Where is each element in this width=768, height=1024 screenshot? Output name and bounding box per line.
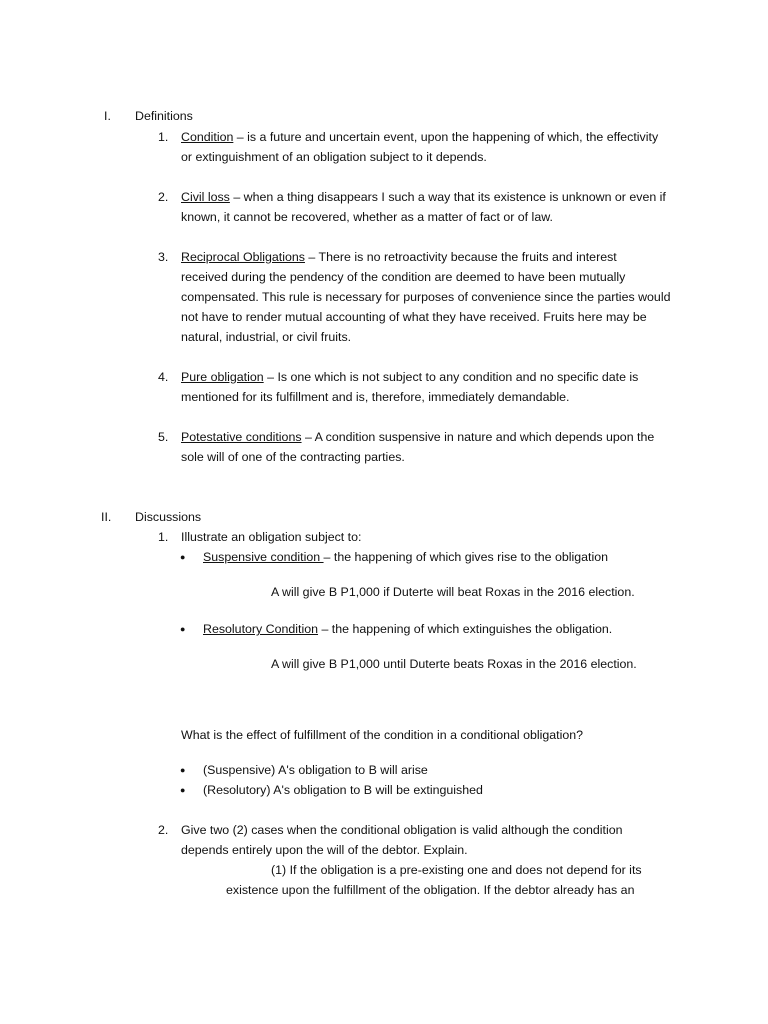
bullet-icon: ●	[180, 785, 186, 795]
section-2-heading: Discussions	[135, 510, 202, 524]
definition-1-term: Condition	[181, 130, 234, 144]
resolutory-example: A will give B P1,000 until Duterte beats Roxas in the 2016 election.	[271, 657, 637, 671]
bullet-icon: ●	[180, 765, 186, 775]
definition-4-line-1: Pure obligation – Is one which is not subject to any condition and no specific date is	[181, 370, 639, 384]
question-2-line-2: depends entirely upon the will of the debtor. Explain.	[181, 843, 468, 857]
definition-3-line-5: natural, industrial, or civil fruits.	[181, 330, 352, 344]
definition-2-line-2: known, it cannot be recovered, whether as a matter of fact or of law.	[181, 210, 553, 224]
definition-4-number: 4.	[158, 370, 169, 384]
section-1-numeral: I.	[104, 109, 111, 123]
definition-3-line-3: compensated. This rule is necessary for purposes of convenience since the parties would	[181, 290, 671, 304]
definition-5-term: Potestative conditions	[181, 430, 302, 444]
question-2-line-1: Give two (2) cases when the conditional obligation is valid although the condition	[181, 823, 623, 837]
definition-2-number: 2.	[158, 190, 169, 204]
definition-5-line-1: Potestative conditions – A condition suspensive in nature and which depends upon the	[181, 430, 655, 444]
suspensive-condition-line: Suspensive condition – the happening of which gives rise to the obligation	[203, 550, 609, 564]
definition-5-line-2: sole will of one of the contracting parties.	[181, 450, 405, 464]
definition-3-number: 3.	[158, 250, 169, 264]
effect-answer-suspensive: (Suspensive) A's obligation to B will arise	[203, 763, 428, 777]
suspensive-example: A will give B P1,000 if Duterte will beat Roxas in the 2016 election.	[271, 585, 635, 599]
section-2-numeral: II.	[101, 510, 112, 524]
resolutory-condition-line: Resolutory Condition – the happening of which extinguishes the obligation.	[203, 622, 613, 636]
question-2-answer-line-1: (1) If the obligation is a pre-existing one and does not depend for its	[271, 863, 642, 877]
definition-4-line-2: mentioned for its fulfillment and is, therefore, immediately demandable.	[181, 390, 570, 404]
definition-1-number: 1.	[158, 130, 169, 144]
definition-1-line-2: or extinguishment of an obligation subject to it depends.	[181, 150, 487, 164]
effect-answer-resolutory: (Resolutory) A's obligation to B will be extinguished	[203, 783, 483, 797]
effect-question: What is the effect of fulfillment of the condition in a conditional obligation?	[181, 728, 584, 742]
bullet-icon: ●	[180, 624, 186, 634]
definition-3-line-2: received during the pendency of the condition are deemed to have been mutually	[181, 270, 626, 284]
question-2-number: 2.	[158, 823, 169, 837]
resolutory-condition-term: Resolutory Condition	[203, 622, 319, 636]
definition-2-term: Civil loss	[181, 190, 230, 204]
definition-2-line-1: Civil loss – when a thing disappears I such a way that its existence is unknown or even if	[181, 190, 666, 204]
bullet-icon: ●	[180, 552, 186, 562]
definition-3-line-1: Reciprocal Obligations – There is no retroactivity because the fruits and interest	[181, 250, 617, 264]
suspensive-condition-term: Suspensive condition	[203, 550, 324, 564]
definition-1-line-1: Condition – is a future and uncertain event, upon the happening of which, the effectivity	[181, 130, 659, 144]
definition-3-term: Reciprocal Obligations	[181, 250, 305, 264]
section-1-heading: Definitions	[135, 109, 193, 123]
question-2-answer-line-2: existence upon the fulfillment of the obligation. If the debtor already has an	[226, 883, 635, 897]
definition-3-line-4: not have to render mutual accounting of what they have received. Fruits here may be	[181, 310, 647, 324]
question-1-number: 1.	[158, 530, 169, 544]
question-1-text: Illustrate an obligation subject to:	[181, 530, 362, 544]
definition-4-term: Pure obligation	[181, 370, 264, 384]
definition-5-number: 5.	[158, 430, 169, 444]
